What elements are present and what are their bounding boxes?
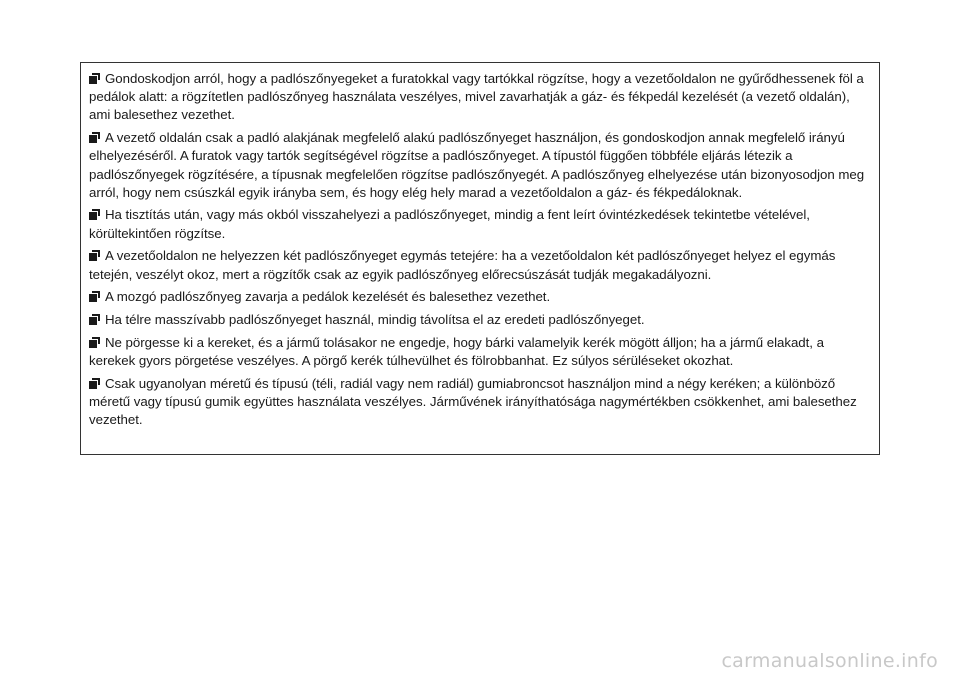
warning-bullet-icon	[89, 250, 101, 261]
warning-paragraph	[89, 70, 869, 125]
warning-bullet-icon	[89, 209, 101, 220]
warning-bullet-icon	[89, 378, 101, 389]
warning-bullet-icon	[89, 314, 101, 325]
warning-paragraph	[89, 129, 869, 202]
paragraph-text: Gondoskodjon arról, hogy a padlószőnyegeket a furatokkal vagy tartókkal rögzítse, hogy a vezetőoldalon ne gyűrődhessenek föl a pedálok alatt: a rögzítetlen padlószőnyeg használata veszélyes, mivel zavarhatják a gáz- és fékpedál kezelését (a vezető oldalán), ami balesethez vezethet.	[89, 71, 864, 123]
paragraph-text: A vezető oldalán csak a padló alakjának megfelelő alakú padlószőnyeget használjon, és gondoskodjon annak megfelelő irányú elhelyezéséről. A furatok vagy tartók segítségével rögzítse a padlószőnyeget. A típustól függően többféle eljárás létezik a padlószőnyegek rögzítésére, a típusnak megfelelően rögzítse padlószőnyegét. A padlószőnyeg elhelyezése után bizonyosodjon meg arról, hogy nem csúszkál egyik irányba sem, és hogy elég hely marad a vezetőoldalon a gáz- és fékpedáloknak.	[89, 130, 865, 200]
warning-paragraph	[89, 334, 869, 370]
paragraph-text: A mozgó padlószőnyeg zavarja a pedálok kezelését és balesethez vezethet.	[105, 289, 551, 305]
warning-paragraph	[89, 311, 869, 329]
watermark: carmanualsonline.info	[721, 650, 938, 672]
paragraph-text: A vezetőoldalon ne helyezzen két padlószőnyeget egymás tetejére: ha a vezetőoldalon két padlószőnyeget helyez el egymás tetején, veszélyt okoz, mert a rögzítők csak az egyik padlószőnyeg előrecsúszását tudják megakadályozni.	[89, 248, 836, 282]
warning-bullet-icon	[89, 73, 101, 84]
warning-paragraph	[89, 247, 869, 283]
paragraph-text: Csak ugyanolyan méretű és típusú (téli, radiál vagy nem radiál) gumiabroncsot használjon mind a négy keréken; a különböző méretű vagy típusú gumik együttes használata veszélyes. Járművének irányíthatósága nagymértékben csökkenhet, ami balesethez vezethet.	[89, 375, 857, 427]
warning-paragraph	[89, 288, 869, 306]
paragraph-text: Ha tisztítás után, vagy más okból visszahelyezi a padlószőnyeget, mindig a fent leírt óvintézkedések tekintetbe vételével, körültekintően rögzítse.	[89, 207, 810, 241]
warning-bullet-icon	[89, 337, 101, 348]
warning-paragraph	[89, 206, 869, 242]
paragraph-text: Ne pörgesse ki a kereket, és a jármű tolásakor ne engedje, hogy bárki valamelyik kerék mögött álljon; ha a jármű elakadt, a kerekek gyors pörgetése veszélyes. A pörgő kerék túlhevülhet és fölrobbanhat. Ez súlyos sérüléseket okozhat.	[89, 334, 824, 368]
warning-box	[80, 62, 880, 455]
warning-bullet-icon	[89, 291, 101, 302]
paragraph-text: Ha télre masszívabb padlószőnyeget használ, mindig távolítsa el az eredeti padlószőnyeget.	[105, 311, 645, 327]
warning-paragraph	[89, 375, 869, 430]
warning-bullet-icon	[89, 132, 101, 143]
